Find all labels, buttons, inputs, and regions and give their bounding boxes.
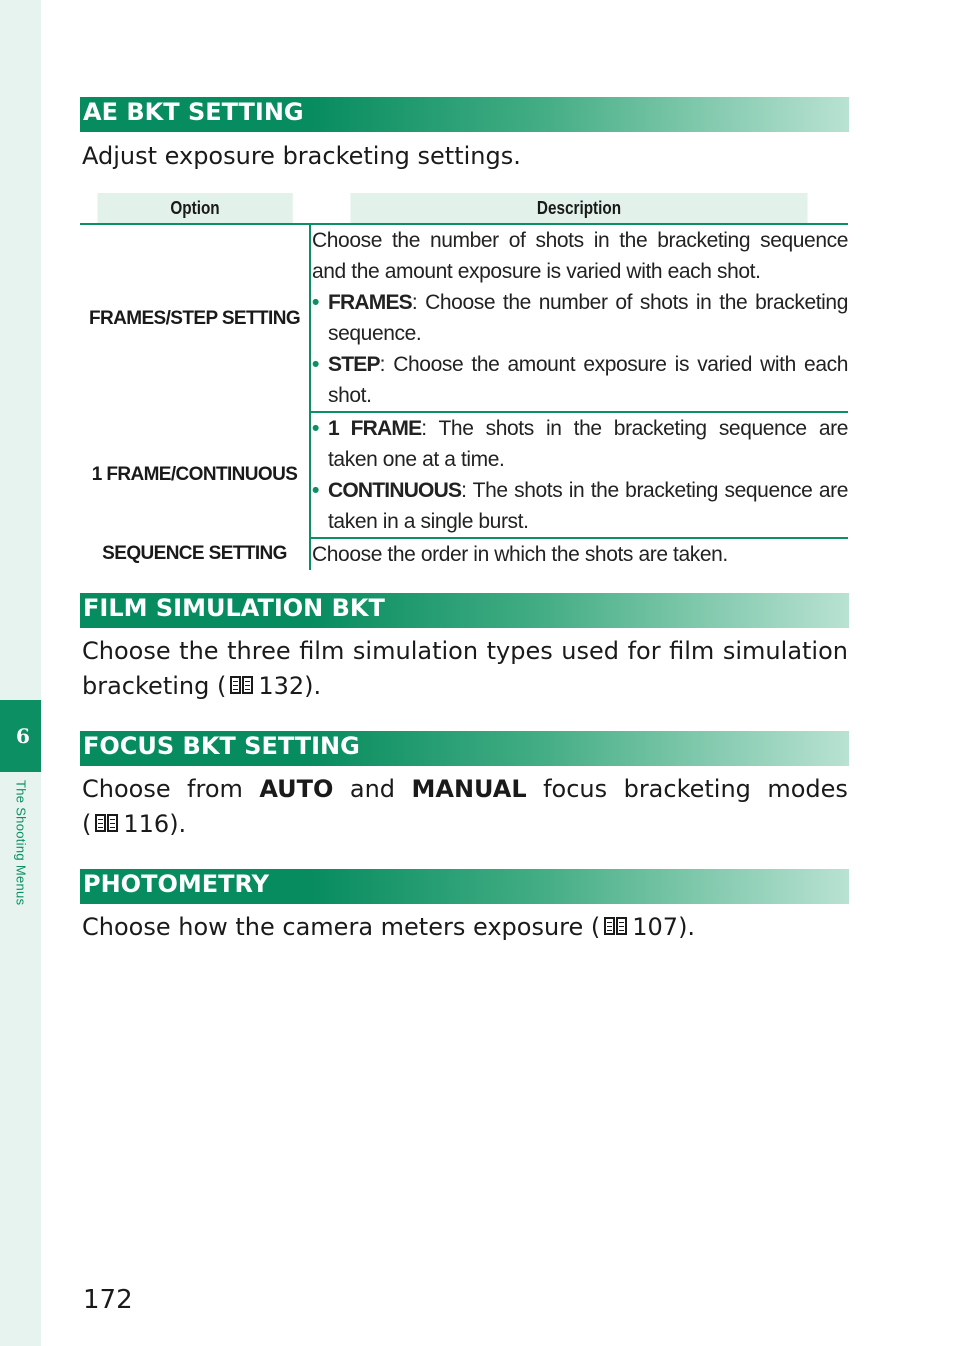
text-fragment: ( (82, 810, 92, 838)
text-word: and (349, 775, 396, 803)
text-fragment: ). (169, 810, 187, 838)
description-text: Choose the number of shots in the bracketing sequence and the amount exposure is varied with each shot. (312, 229, 848, 283)
text-fragment: ). (304, 672, 322, 700)
page-reference: 107 (632, 913, 679, 941)
table-header-row (80, 193, 848, 224)
column-header-description: Description (350, 193, 807, 224)
text-word: modes (767, 775, 848, 803)
option-name: 1 FRAME/CONTINUOUS (80, 412, 310, 538)
section-intro-ae-bkt: Adjust exposure bracketing settings. (82, 142, 521, 170)
mode-auto: AUTO (259, 775, 334, 803)
text-line: Choose the three film simulation types used for film simulation (82, 637, 848, 665)
page-reference: 132 (258, 672, 305, 700)
section-text-film-simulation-bkt (82, 634, 848, 704)
mode-manual: MANUAL (411, 775, 527, 803)
bullet-text: : Choose the amount exposure is varied with each shot. (328, 353, 848, 407)
bullet-item (312, 475, 848, 537)
option-description (310, 412, 848, 538)
bullet-item (312, 413, 848, 475)
bullet-item (312, 349, 848, 411)
option-description: Choose the order in which the shots are taken. (312, 543, 728, 566)
bullet-term: STEP (328, 353, 380, 376)
bullet-icon: • (312, 291, 319, 314)
section-title: AE BKT SETTING (83, 98, 304, 126)
text-fragment: ). (678, 913, 696, 941)
bullet-text: : The shots in the bracketing sequence are taken one at a time. (328, 417, 849, 471)
chapter-label: The Shooting Menus (13, 780, 29, 906)
section-heading-film-simulation-bkt (80, 593, 849, 628)
option-name: FRAMES/STEP SETTING (80, 224, 310, 412)
text-line (82, 807, 848, 842)
bullet-term: CONTINUOUS (328, 479, 462, 502)
text-word: from (187, 775, 243, 803)
table-row (80, 538, 848, 570)
options-table (80, 193, 848, 570)
bullet-icon: • (312, 353, 319, 376)
book-icon (94, 814, 120, 834)
bullet-item (312, 287, 848, 349)
text-line (82, 669, 848, 704)
table-row (80, 412, 848, 538)
section-title: FOCUS BKT SETTING (83, 732, 360, 760)
text-word: bracketing (623, 775, 751, 803)
bullet-text: : The shots in the bracketing sequence are taken in a single burst. (328, 479, 848, 533)
section-title: PHOTOMETRY (83, 870, 270, 898)
table-row (80, 224, 848, 412)
bullet-icon: • (312, 479, 319, 502)
book-icon (229, 676, 255, 696)
chapter-sidebar (0, 0, 41, 1346)
section-title: FILM SIMULATION BKT (83, 594, 385, 622)
text-fragment: Choose how the camera meters exposure ( (82, 913, 601, 941)
chapter-tab (0, 700, 41, 772)
text-fragment: bracketing ( (82, 672, 227, 700)
book-icon (603, 917, 629, 937)
text-word: Choose (82, 775, 171, 803)
option-description (310, 224, 848, 412)
bullet-term: FRAMES (328, 291, 412, 314)
bullet-text: : Choose the number of shots in the bracketing sequence. (328, 291, 848, 345)
option-name: SEQUENCE SETTING (80, 538, 310, 570)
text-line (82, 772, 848, 807)
text-word: focus (543, 775, 608, 803)
section-text-photometry (82, 910, 848, 945)
bullet-icon: • (312, 417, 319, 440)
section-heading-focus-bkt (80, 731, 849, 766)
section-heading-photometry (80, 869, 849, 904)
chapter-number: 6 (16, 724, 30, 748)
bullet-term: 1 FRAME (328, 417, 422, 440)
section-text-focus-bkt (82, 772, 848, 842)
page-reference: 116 (123, 810, 170, 838)
column-header-option: Option (97, 193, 293, 224)
page-number: 172 (83, 1285, 133, 1315)
section-heading-ae-bkt (80, 97, 849, 132)
